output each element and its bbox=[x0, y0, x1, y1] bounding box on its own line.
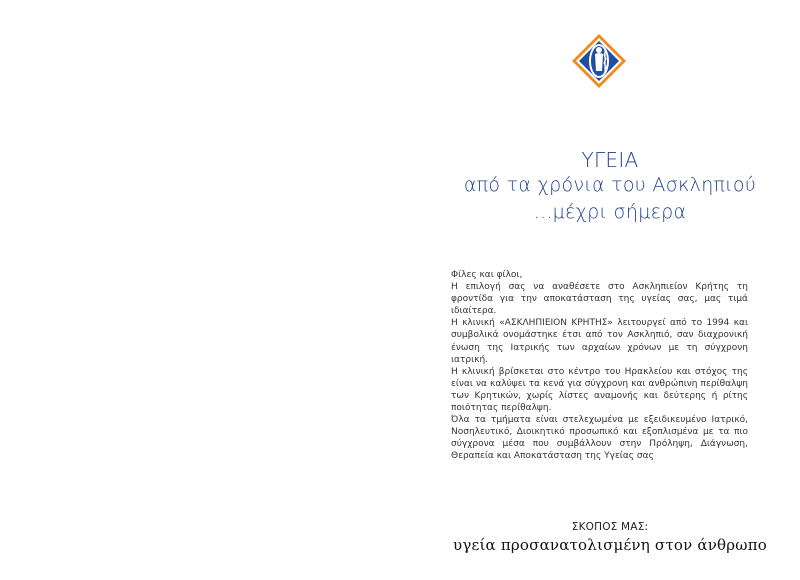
aim-statement: υγεία προσανατολισμένη στον άνθρωπο bbox=[453, 536, 767, 554]
body-paragraph: Η κλινική βρίσκεται στο κέντρο του Ηρακλείου και στόχος της είναι να καλύψει τα κενά για σύγχρονη και ανθρώπινη περίθαλψη των Κρητικών, χωρίς λίστες αναμονής και δεύτερης ή ρίτης ποιότητας περίθαλψη. bbox=[451, 366, 748, 414]
headline-subtitle: από τα χρόνια του Ασκληπιού bbox=[463, 174, 757, 196]
intro-body-text bbox=[451, 269, 748, 463]
aim-label: ΣΚΟΠΟΣ ΜΑΣ: bbox=[571, 521, 649, 533]
body-paragraph: Όλα τα τμήματα είναι στελεχωμένα με εξειδικευμένο Ιατρικό, Νοσηλευτικό, Διοικητικό προσωπικό και εξοπλισμένα με τα πιο σύγχρονα μέσα που συμβάλλουν στην Πρόληψη, Διάγνωση, Θεραπεία και Αποκατάσταση της Υγείας σας bbox=[451, 415, 748, 462]
greeting-paragraph: Φίλες και φίλοι, bbox=[451, 270, 523, 280]
body-paragraph: Η κλινική «ΑΣΚΛΗΠΙΕΙΟΝ ΚΡΗΤΗΣ» λειτουργεί από το 1994 και συμβολικά ονομάστηκε έτσι από τον Ασκληπιό, σαν διαχρονική ένωση της Ιατρικής των αρχαίων χρόνων με τη σύγχρονη ιατρική. bbox=[451, 318, 748, 365]
headline-tagline: ...μέχρι σήμερα bbox=[533, 201, 687, 223]
headline-title: ΥΓΕΙΑ bbox=[581, 148, 639, 172]
body-paragraph: Η επιλογή σας να αναθέσετε στο Ασκληπιείον Κρήτης τη φροντίδα για την αποκατάσταση της υγείας σας, μας τιμά ιδιαίτερα. bbox=[451, 282, 748, 317]
asclepius-diamond-logo-icon bbox=[571, 33, 627, 89]
